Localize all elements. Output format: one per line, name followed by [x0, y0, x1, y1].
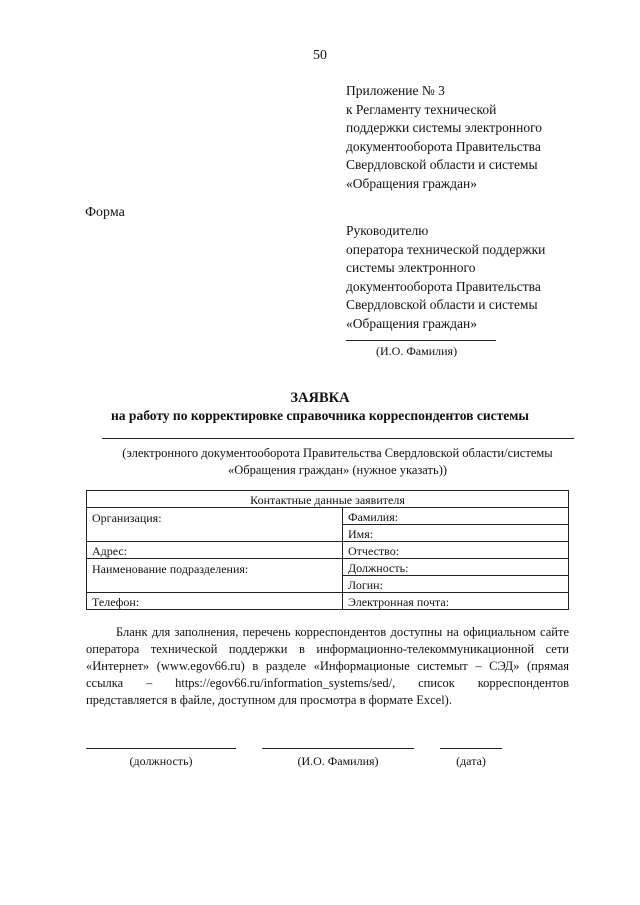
appendix-line: Приложение № 3: [346, 83, 445, 98]
addressee-block: [346, 222, 616, 333]
addressee-line: документооборота Правительства: [346, 278, 541, 294]
addressee-line: Руководителю: [346, 223, 429, 238]
addressee-signature-line: [346, 340, 496, 341]
field-address[interactable]: Адрес:: [87, 542, 343, 559]
system-note: [100, 445, 575, 479]
field-phone[interactable]: Телефон:: [87, 593, 343, 610]
instructions-text: Бланк для заполнения, перечень корреспондентов доступны на официальном сайте оператора технической поддержки в информационно-телекоммуникационной сети «Интернет» (www.egov66.ru) в разделе «Информационые системыт – СЭД» (прямая ссылка – https://egov66.ru/information_systems/sed/, список корреспондентов представляется в файле, доступном для просмотра в формате Excel).: [86, 625, 569, 707]
appendix-line: поддержки системы электронного: [346, 120, 543, 135]
appendix-line: Свердловской области и системы: [346, 157, 538, 172]
addressee-line: Свердловской области и системы: [346, 297, 538, 312]
table-row: [87, 542, 569, 559]
field-organization-cont[interactable]: [87, 525, 343, 542]
document-title: ЗАЯВКА: [290, 390, 350, 406]
form-label: Форма: [85, 205, 125, 220]
system-note-line: (электронного документооборота Правительства Свердловской области/системы: [122, 446, 553, 460]
field-department[interactable]: Наименование подразделения:: [87, 559, 343, 576]
table-row: [87, 559, 569, 576]
appendix-line: «Обращения граждан»: [346, 175, 477, 191]
appendix-line: к Регламенту технической: [346, 101, 497, 117]
table-row: [87, 593, 569, 610]
name-signature-line: [262, 748, 414, 749]
document-subtitle: на работу по корректировке справочника корреспондентов системы: [111, 408, 529, 423]
table-row: [87, 508, 569, 525]
field-login[interactable]: Логин:: [343, 576, 569, 593]
field-position[interactable]: Должность:: [343, 559, 569, 576]
addressee-line: системы электронного: [346, 260, 476, 275]
contacts-table: [86, 490, 569, 610]
date-caption: (дата): [456, 754, 486, 768]
name-caption: (И.О. Фамилия): [297, 754, 379, 768]
system-note-line: «Обращения граждан» (нужное указать)): [227, 463, 448, 477]
field-last-name[interactable]: Фамилия:: [343, 508, 569, 525]
appendix-line: документооборота Правительства: [346, 138, 541, 154]
table-row: [87, 576, 569, 593]
date-signature-line: [440, 748, 502, 749]
addressee-line: «Обращения граждан»: [346, 315, 477, 331]
appendix-block: [346, 82, 616, 193]
addressee-signature-caption: (И.О. Фамилия): [376, 344, 458, 358]
field-organization[interactable]: Организация:: [87, 508, 343, 525]
field-department-cont[interactable]: [87, 576, 343, 593]
field-first-name[interactable]: Имя:: [343, 525, 569, 542]
addressee-line: оператора технической поддержки: [346, 241, 546, 257]
page-number: 50: [313, 48, 327, 63]
instructions-paragraph: [86, 624, 569, 709]
system-fill-line: [102, 438, 574, 439]
field-email[interactable]: Электронная почта:: [343, 593, 569, 610]
position-signature-line: [86, 748, 236, 749]
contacts-table-header: Контактные данные заявителя: [87, 491, 569, 508]
table-row: [87, 525, 569, 542]
position-caption: (должность): [129, 754, 193, 768]
field-patronymic[interactable]: Отчество:: [343, 542, 569, 559]
